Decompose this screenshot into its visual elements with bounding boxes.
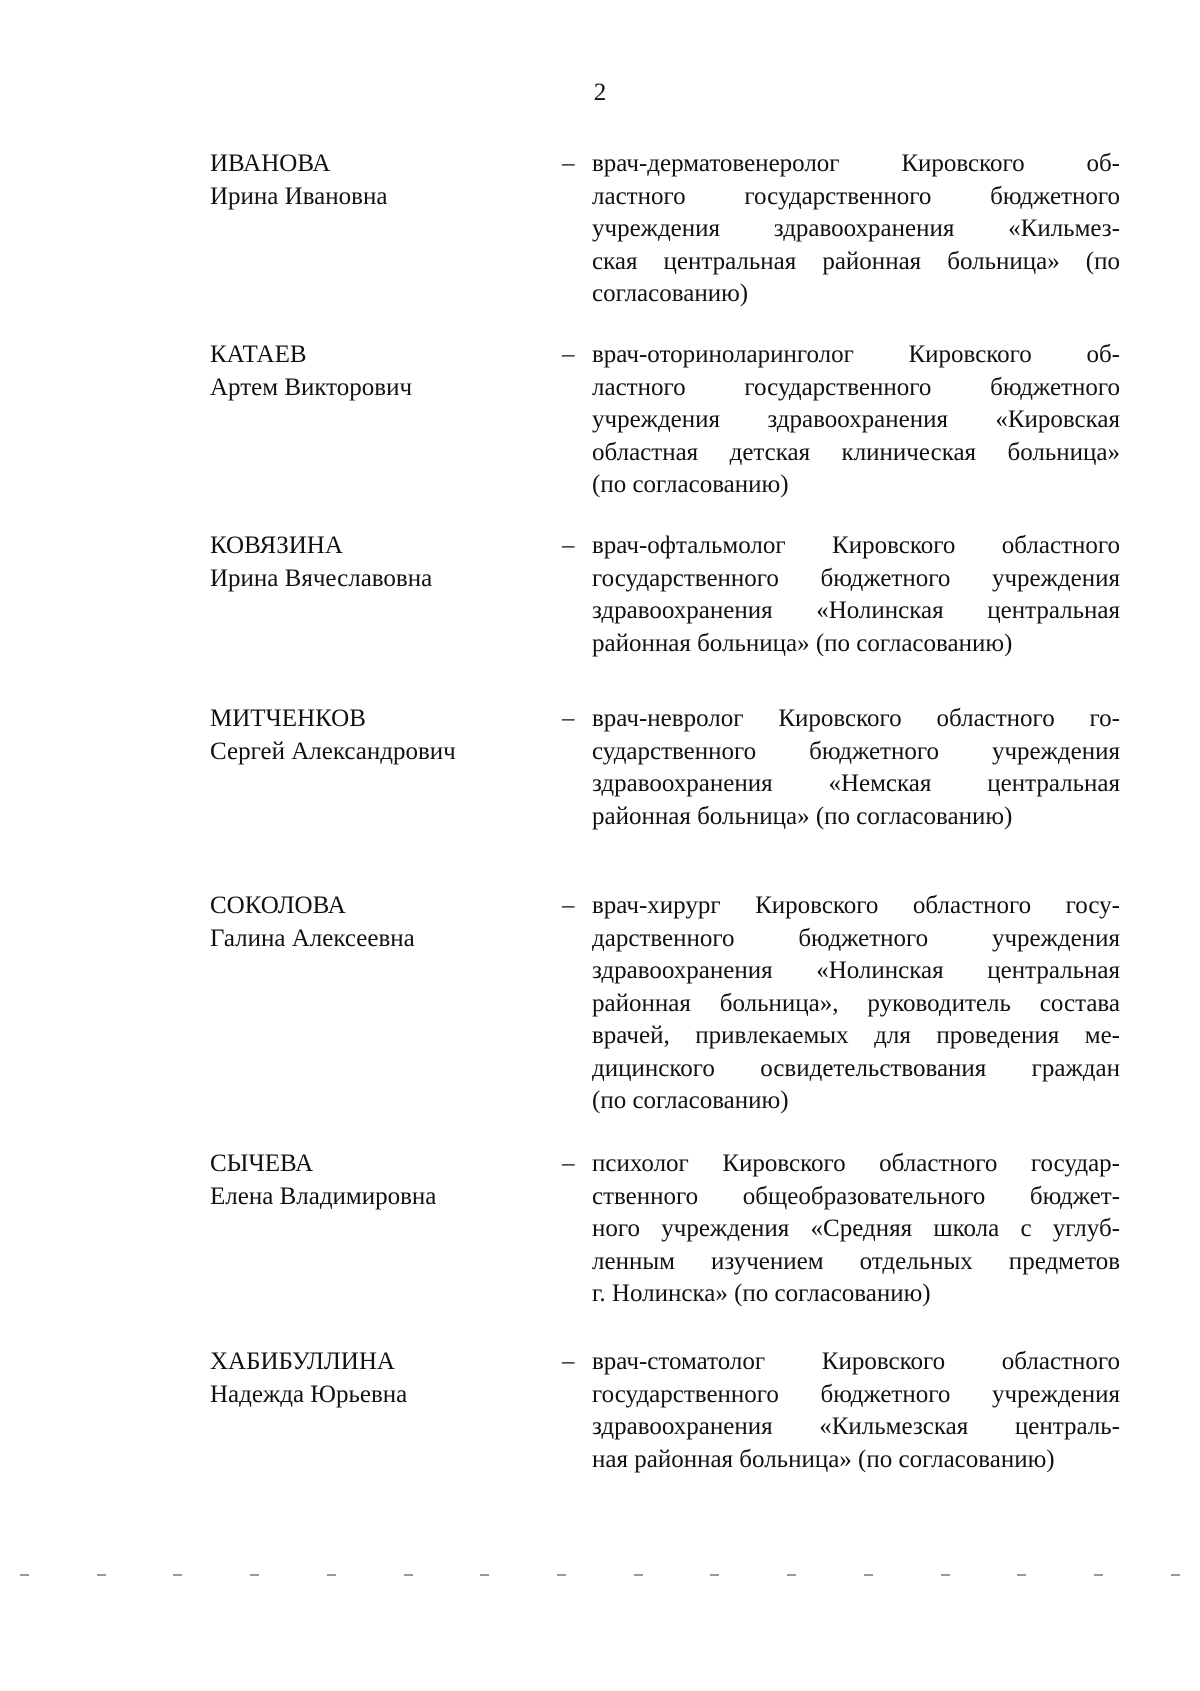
scan-dash bbox=[710, 1574, 719, 1576]
dash-separator: – bbox=[562, 892, 575, 919]
scan-dash bbox=[327, 1574, 336, 1576]
member-position bbox=[592, 703, 1120, 833]
position-line: районная больница» (по согласованию) bbox=[592, 629, 1013, 657]
scan-dash bbox=[941, 1574, 950, 1576]
scan-dash bbox=[480, 1574, 489, 1576]
position-line: врач-хирург Кировского областного госу- bbox=[592, 892, 1120, 919]
scan-dash bbox=[1094, 1574, 1103, 1576]
member-surname: МИТЧЕНКОВ bbox=[210, 705, 366, 732]
position-line: ственного общеобразовательного бюджет- bbox=[592, 1182, 1120, 1210]
member-surname: КОВЯЗИНА bbox=[210, 532, 343, 559]
member-name bbox=[210, 703, 530, 768]
position-line: ская центральная районная больница» (по bbox=[592, 247, 1120, 275]
position-line: здравоохранения «Немская центральная bbox=[592, 770, 1120, 797]
position-line: сударственного бюджетного учреждения bbox=[592, 737, 1120, 765]
position-line: учреждения здравоохранения «Кильмез- bbox=[592, 215, 1120, 242]
position-line: г. Нолинска» (по согласованию) bbox=[592, 1280, 931, 1307]
dash-separator: – bbox=[562, 150, 575, 177]
member-given-names: Ирина Ивановна bbox=[210, 182, 388, 210]
scan-dash bbox=[787, 1574, 796, 1576]
position-line: здравоохранения «Кильмезская централь- bbox=[592, 1413, 1120, 1440]
position-line: областная детская клиническая больница» bbox=[592, 438, 1120, 466]
position-line: здравоохранения «Нолинская центральная bbox=[592, 957, 1120, 984]
member-given-names: Галина Алексеевна bbox=[210, 924, 415, 952]
position-line: врач-невролог Кировского областного го- bbox=[592, 705, 1120, 732]
scan-artifact-dashes bbox=[20, 1572, 1180, 1578]
scan-dash bbox=[557, 1574, 566, 1576]
member-position bbox=[592, 530, 1120, 660]
member-given-names: Артем Викторович bbox=[210, 373, 413, 401]
member-given-names: Сергей Александрович bbox=[210, 737, 456, 765]
dash-separator: – bbox=[562, 341, 575, 368]
member-name bbox=[210, 339, 530, 404]
position-line: психолог Кировского областного государ- bbox=[592, 1150, 1120, 1177]
position-line: государственного бюджетного учреждения bbox=[592, 1380, 1120, 1408]
position-line: ластного государственного бюджетного bbox=[592, 373, 1120, 401]
position-line: ластного государственного бюджетного bbox=[592, 182, 1120, 210]
scan-dash bbox=[20, 1574, 29, 1576]
member-position bbox=[592, 890, 1120, 1118]
member-given-names: Ирина Вячеславовна bbox=[210, 564, 433, 592]
position-line: врач-оториноларинголог Кировского об- bbox=[592, 341, 1120, 368]
position-line: согласованию) bbox=[592, 280, 749, 307]
member-surname: КАТАЕВ bbox=[210, 341, 307, 368]
dash-separator: – bbox=[562, 1348, 575, 1375]
position-line: ленным изучением отдельных предметов bbox=[592, 1247, 1120, 1275]
member-name bbox=[210, 148, 530, 213]
position-line: районная больница», руководитель состава bbox=[592, 989, 1120, 1017]
position-line: (по согласованию) bbox=[592, 1087, 789, 1114]
scan-dash bbox=[864, 1574, 873, 1576]
member-name bbox=[210, 1148, 530, 1213]
position-line: дицинского освидетельствования граждан bbox=[592, 1054, 1120, 1082]
member-position bbox=[592, 339, 1120, 502]
position-line: государственного бюджетного учреждения bbox=[592, 564, 1120, 592]
member-position bbox=[592, 1148, 1120, 1311]
member-surname: ХАБИБУЛЛИНА bbox=[210, 1348, 395, 1375]
scan-dash bbox=[404, 1574, 413, 1576]
member-name bbox=[210, 1346, 530, 1411]
scan-dash bbox=[97, 1574, 106, 1576]
position-line: ного учреждения «Средняя школа с углуб- bbox=[592, 1215, 1120, 1242]
position-line: районная больница» (по согласованию) bbox=[592, 802, 1013, 830]
member-given-names: Елена Владимировна bbox=[210, 1182, 437, 1210]
position-line: врач-дерматовенеролог Кировского об- bbox=[592, 150, 1120, 177]
position-line: врач-офтальмолог Кировского областного bbox=[592, 532, 1120, 559]
scan-dash bbox=[173, 1574, 182, 1576]
position-line: врачей, привлекаемых для проведения ме- bbox=[592, 1022, 1120, 1049]
position-line: здравоохранения «Нолинская центральная bbox=[592, 597, 1120, 624]
dash-separator: – bbox=[562, 1150, 575, 1177]
member-position bbox=[592, 1346, 1120, 1476]
position-line: учреждения здравоохранения «Кировская bbox=[592, 406, 1120, 433]
dash-separator: – bbox=[562, 532, 575, 559]
member-name bbox=[210, 530, 530, 595]
position-line: (по согласованию) bbox=[592, 471, 789, 498]
scan-dash bbox=[1171, 1574, 1180, 1576]
scan-dash bbox=[1017, 1574, 1026, 1576]
page-number: 2 bbox=[593, 79, 607, 106]
member-name bbox=[210, 890, 530, 955]
member-surname: СОКОЛОВА bbox=[210, 892, 346, 919]
member-given-names: Надежда Юрьевна bbox=[210, 1380, 408, 1408]
scan-dash bbox=[634, 1574, 643, 1576]
position-line: врач-стоматолог Кировского областного bbox=[592, 1348, 1120, 1375]
member-surname: СЫЧЕВА bbox=[210, 1150, 314, 1177]
dash-separator: – bbox=[562, 705, 575, 732]
scan-dash bbox=[250, 1574, 259, 1576]
member-position bbox=[592, 148, 1120, 311]
member-surname: ИВАНОВА bbox=[210, 150, 331, 177]
position-line: ная районная больница» (по согласованию) bbox=[592, 1445, 1055, 1473]
position-line: дарственного бюджетного учреждения bbox=[592, 924, 1120, 952]
